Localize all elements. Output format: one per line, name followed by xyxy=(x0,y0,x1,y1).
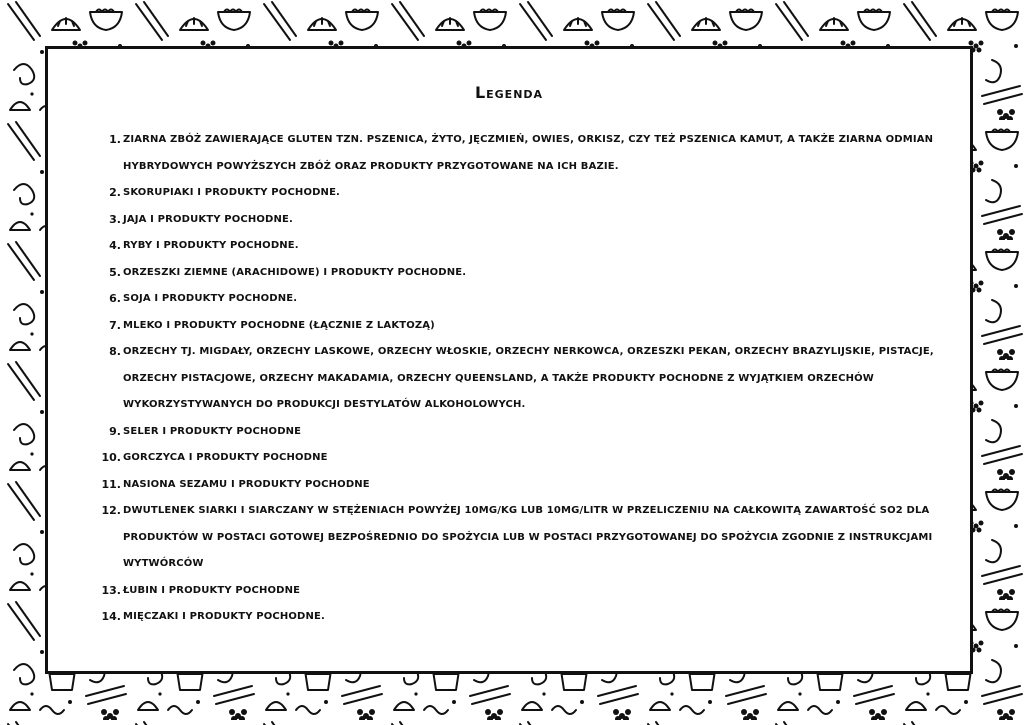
list-item xyxy=(78,339,938,419)
list-item-number: 1. xyxy=(109,133,121,146)
list-item-number: 11. xyxy=(101,477,121,491)
allergen-list xyxy=(78,127,938,631)
legend-card xyxy=(45,46,973,674)
list-item-number: 3. xyxy=(109,212,121,226)
list-item xyxy=(78,604,938,631)
list-item-number: 6. xyxy=(109,292,121,305)
list-item-number: 13. xyxy=(101,583,121,597)
list-item-text: ORZESZKI ZIEMNE (ARACHIDOWE) I PRODUKTY POCHODNE. xyxy=(123,266,467,278)
list-item-text: ZIARNA ZBÓŻ ZAWIERAJĄCE GLUTEN TZN. PSZENICA, ŻYTO, JĘCZMIEŃ, OWIES, ORKISZ, CZY TEŻ PSZENICA KAMUT, A TAKŻE ZIARNA ODMIAN HYBRYDOWYCH POWYŻSZYCH ZBÓŻ ORAZ PRODUKTY PRZYGOTOWANE NA ICH BAZIE. xyxy=(123,134,934,172)
list-item-number: 14. xyxy=(101,610,121,623)
list-item-number: 10. xyxy=(101,451,121,464)
list-item-text: NASIONA SEZAMU I PRODUKTY POCHODNE xyxy=(123,478,370,490)
list-item xyxy=(78,472,938,499)
list-item xyxy=(78,260,938,287)
list-item-number: 2. xyxy=(109,186,121,199)
list-item-number: 7. xyxy=(109,318,121,332)
list-item-text: MIĘCZAKI I PRODUKTY POCHODNE. xyxy=(123,611,325,622)
list-item-text: SOJA I PRODUKTY POCHODNE. xyxy=(123,293,298,304)
list-item-text: ŁUBIN I PRODUKTY POCHODNE xyxy=(123,584,301,596)
list-item-number: 5. xyxy=(109,265,121,279)
list-item-text: DWUTLENEK SIARKI I SIARCZANY W STĘŻENIACH POWYŻEJ 10MG/KG LUB 10MG/LITR W PRZELICZENIU NA CAŁKOWITĄ ZAWARTOŚĆ SO2 DLA PRODUKTÓW W POSTACI GOTOWEJ BEZPOŚREDNIO DO SPOŻYCIA LUB W POSTACI PRZYGOTOWANEJ DO SPOŻYCIA ZGODNIE Z INSTRUKCJAMI WYTWÓRCÓW xyxy=(123,505,933,569)
list-item xyxy=(78,233,938,260)
list-item xyxy=(78,419,938,446)
list-item xyxy=(78,286,938,313)
list-item-number: 12. xyxy=(101,504,121,517)
list-item-number: 8. xyxy=(109,345,121,358)
list-item-text: SELER I PRODUKTY POCHODNE xyxy=(123,425,302,437)
page-title: Legenda xyxy=(474,83,544,102)
list-item xyxy=(78,445,938,472)
list-item-text: MLEKO I PRODUKTY POCHODNE (ŁĄCZNIE Z LAKTOZĄ) xyxy=(123,319,435,331)
list-item xyxy=(78,180,938,207)
list-item xyxy=(78,578,938,605)
list-item-text: SKORUPIAKI I PRODUKTY POCHODNE. xyxy=(123,187,340,198)
list-item-text: ORZECHY TJ. MIGDAŁY, ORZECHY LASKOWE, ORZECHY WŁOSKIE, ORZECHY NERKOWCA, ORZESZKI PEKAN, ORZECHY BRAZYLIJSKIE, PISTACJE, ORZECHY PISTACJOWE, ORZECHY MAKADAMIA, ORZECHY QUEENSLAND, A TAKŻE PRODUKTY POCHODNE Z WYJĄTKIEM ORZECHÓW WYKORZYSTYWANYCH DO PRODUKCJI DESTYLATÓW ALKOHOLOWYCH. xyxy=(123,346,934,410)
list-item xyxy=(78,313,938,340)
list-item-number: 9. xyxy=(109,424,121,438)
list-item-text: RYBY I PRODUKTY POCHODNE. xyxy=(123,240,299,251)
list-item xyxy=(78,207,938,234)
list-item xyxy=(78,127,938,180)
list-item-text: JAJA I PRODUKTY POCHODNE. xyxy=(123,213,293,225)
list-item xyxy=(78,498,938,578)
list-item-text: GORCZYCA I PRODUKTY POCHODNE xyxy=(123,452,328,463)
list-item-number: 4. xyxy=(109,239,121,252)
